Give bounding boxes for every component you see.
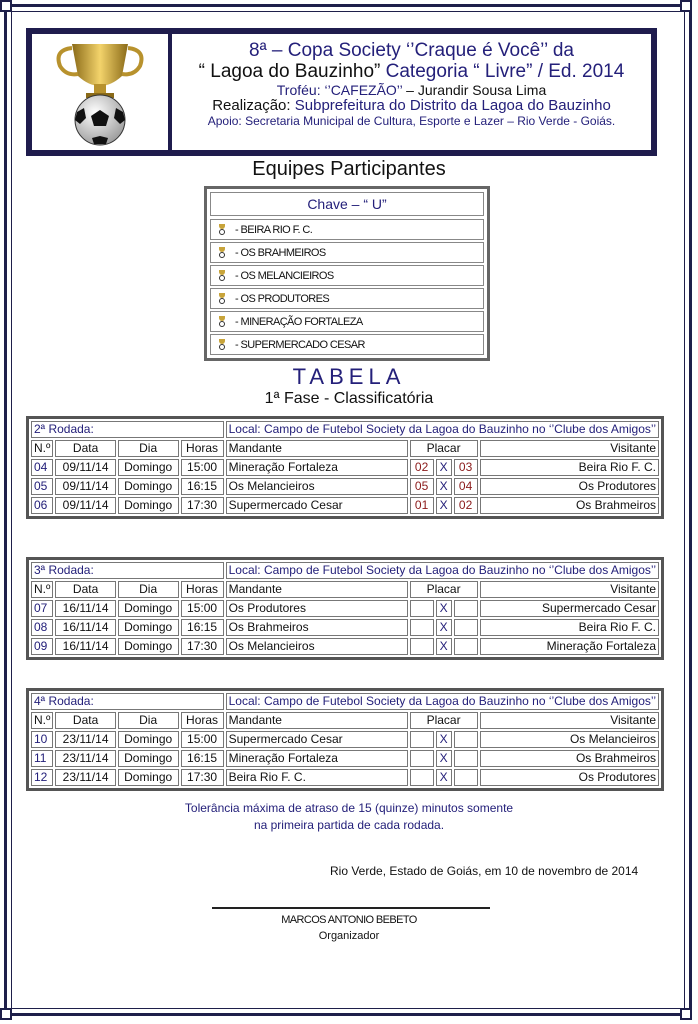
game-day: Domingo xyxy=(118,731,179,748)
game-num: 06 xyxy=(31,497,53,514)
corner-ornament xyxy=(0,0,12,12)
chave-box xyxy=(204,186,490,361)
header-realizacao: Subprefeitura do Distrito da Lagoa do Bauzinho xyxy=(294,97,611,115)
round-title: 3ª Rodada: xyxy=(31,562,224,579)
game-date: 16/11/14 xyxy=(55,638,115,655)
game-time: 17:30 xyxy=(181,769,224,786)
game-score-away: 03 xyxy=(454,459,478,476)
team-name: - OS MELANCIEIROS xyxy=(235,269,334,282)
game-num: 05 xyxy=(31,478,53,495)
game-score-home xyxy=(410,600,434,617)
game-score-away xyxy=(454,638,478,655)
col-num: N.º xyxy=(31,581,53,598)
header-apoio: Apoio: Secretaria Municipal de Cultura, Esporte e Lazer – Rio Verde - Goiás. xyxy=(207,114,616,128)
game-num: 07 xyxy=(31,600,53,617)
tabela-title: TABELA xyxy=(292,364,406,389)
game-date: 09/11/14 xyxy=(55,459,115,476)
game-time: 16:15 xyxy=(181,619,224,636)
col-visitante: Visitante xyxy=(480,440,659,457)
game-away: Os Produtores xyxy=(480,769,659,786)
game-vs: X xyxy=(436,478,452,495)
game-away: Beira Rio F. C. xyxy=(480,459,659,476)
fase-title: 1ª Fase - Classificatória xyxy=(264,390,434,407)
col-data: Data xyxy=(55,712,115,729)
col-horas: Horas xyxy=(181,712,224,729)
game-vs: X xyxy=(436,750,452,767)
game-score-home xyxy=(410,638,434,655)
table-row xyxy=(31,750,659,767)
game-day: Domingo xyxy=(118,638,179,655)
game-away: Os Produtores xyxy=(480,478,659,495)
game-vs: X xyxy=(436,638,452,655)
game-home: Supermercado Cesar xyxy=(226,731,408,748)
game-score-home xyxy=(410,731,434,748)
team-name: - SUPERMERCADO CESAR xyxy=(235,338,365,351)
game-home: Os Melancieiros xyxy=(226,478,408,495)
game-away: Supermercado Cesar xyxy=(480,600,659,617)
game-num: 11 xyxy=(31,750,53,767)
game-time: 17:30 xyxy=(181,638,224,655)
corner-ornament xyxy=(680,0,692,12)
game-date: 23/11/14 xyxy=(55,750,115,767)
game-day: Domingo xyxy=(118,459,179,476)
tolerance-note xyxy=(0,800,698,834)
trophy-icon xyxy=(217,270,227,282)
team-name: - OS BRAHMEIROS xyxy=(235,246,326,259)
team-name: - BEIRA RIO F. C. xyxy=(235,223,313,236)
game-day: Domingo xyxy=(118,478,179,495)
game-score-home xyxy=(410,619,434,636)
chave-title: Chave – “ U” xyxy=(210,192,484,216)
game-num: 12 xyxy=(31,769,53,786)
header-category: Categoria “ Livre” / Ed. 2014 xyxy=(385,61,625,83)
trophy-icon xyxy=(217,293,227,305)
game-score-home: 01 xyxy=(410,497,434,514)
game-time: 15:00 xyxy=(181,459,224,476)
note-line2: na primeira partida de cada rodada. xyxy=(253,818,445,832)
team-item xyxy=(210,219,484,240)
game-score-away xyxy=(454,619,478,636)
game-num: 09 xyxy=(31,638,53,655)
game-date: 09/11/14 xyxy=(55,497,115,514)
signature-name: MARCOS ANTONIO BEBETO xyxy=(281,914,417,926)
game-score-home xyxy=(410,769,434,786)
col-dia: Dia xyxy=(118,712,179,729)
game-num: 10 xyxy=(31,731,53,748)
trophy-icon xyxy=(217,224,227,236)
game-day: Domingo xyxy=(118,600,179,617)
table-row xyxy=(31,600,659,617)
team-item xyxy=(210,242,484,263)
game-home: Beira Rio F. C. xyxy=(226,769,408,786)
game-home: Mineração Fortaleza xyxy=(226,750,408,767)
header-title-line2a: “ Lagoa do Bauzinho” xyxy=(198,61,381,83)
game-away: Beira Rio F. C. xyxy=(480,619,659,636)
round-local: Local: Campo de Futebol Society da Lagoa do Bauzinho no ‘’Clube dos Amigos’’ xyxy=(226,693,659,710)
header-banner xyxy=(26,28,657,156)
game-day: Domingo xyxy=(118,497,179,514)
trophy-icon xyxy=(217,316,227,328)
game-score-away xyxy=(454,600,478,617)
game-home: Os Brahmeiros xyxy=(226,619,408,636)
table-row xyxy=(31,459,659,476)
col-visitante: Visitante xyxy=(480,712,659,729)
col-mandante: Mandante xyxy=(226,440,408,457)
game-home: Os Produtores xyxy=(226,600,408,617)
col-dia: Dia xyxy=(118,581,179,598)
round-table-4 xyxy=(26,688,664,791)
game-time: 15:00 xyxy=(181,731,224,748)
game-score-home: 05 xyxy=(410,478,434,495)
game-num: 04 xyxy=(31,459,53,476)
col-num: N.º xyxy=(31,440,53,457)
game-time: 16:15 xyxy=(181,478,224,495)
table-row xyxy=(31,497,659,514)
header-trophy-name: – Jurandir Sousa Lima xyxy=(406,81,547,98)
round-local: Local: Campo de Futebol Society da Lagoa do Bauzinho no ‘’Clube dos Amigos’’ xyxy=(226,421,659,438)
game-home: Supermercado Cesar xyxy=(226,497,408,514)
team-item xyxy=(210,334,484,355)
corner-ornament xyxy=(0,1008,12,1020)
game-vs: X xyxy=(436,459,452,476)
col-dia: Dia xyxy=(118,440,179,457)
team-name: - MINERAÇÃO FORTALEZA xyxy=(235,315,363,328)
round-local: Local: Campo de Futebol Society da Lagoa do Bauzinho no ‘’Clube dos Amigos’’ xyxy=(226,562,659,579)
col-horas: Horas xyxy=(181,440,224,457)
game-date: 16/11/14 xyxy=(55,600,115,617)
game-score-home: 02 xyxy=(410,459,434,476)
game-vs: X xyxy=(436,731,452,748)
game-vs: X xyxy=(436,619,452,636)
game-score-away xyxy=(454,731,478,748)
header-realizacao-label: Realização: xyxy=(212,97,291,115)
round-title: 4ª Rodada: xyxy=(31,693,224,710)
game-score-away: 02 xyxy=(454,497,478,514)
game-score-away: 04 xyxy=(454,478,478,495)
game-vs: X xyxy=(436,600,452,617)
col-num: N.º xyxy=(31,712,53,729)
game-time: 15:00 xyxy=(181,600,224,617)
round-title: 2ª Rodada: xyxy=(31,421,224,438)
table-row xyxy=(31,638,659,655)
equipes-title: Equipes Participantes xyxy=(252,158,446,180)
col-visitante: Visitante xyxy=(480,581,659,598)
place-date: Rio Verde, Estado de Goiás, em 10 de novembro de 2014 xyxy=(330,864,639,878)
game-time: 17:30 xyxy=(181,497,224,514)
game-day: Domingo xyxy=(118,619,179,636)
game-score-home xyxy=(410,750,434,767)
game-time: 16:15 xyxy=(181,750,224,767)
trophy-icon xyxy=(217,247,227,259)
game-date: 23/11/14 xyxy=(55,769,115,786)
col-data: Data xyxy=(55,581,115,598)
game-score-away xyxy=(454,769,478,786)
signature-role: Organizador xyxy=(318,930,380,942)
table-row xyxy=(31,619,659,636)
corner-ornament xyxy=(680,1008,692,1020)
col-horas: Horas xyxy=(181,581,224,598)
game-vs: X xyxy=(436,769,452,786)
game-away: Mineração Fortaleza xyxy=(480,638,659,655)
col-mandante: Mandante xyxy=(226,712,408,729)
col-data: Data xyxy=(55,440,115,457)
col-placar: Placar xyxy=(410,712,478,729)
game-away: Os Brahmeiros xyxy=(480,750,659,767)
game-day: Domingo xyxy=(118,750,179,767)
round-table-3 xyxy=(26,557,664,660)
header-title-line1: 8ª – Copa Society ‘’Craque é Você’’ da xyxy=(249,40,574,61)
team-item xyxy=(210,265,484,286)
game-date: 09/11/14 xyxy=(55,478,115,495)
note-line1: Tolerância máxima de atraso de 15 (quinze) minutos somente xyxy=(184,801,514,815)
game-day: Domingo xyxy=(118,769,179,786)
team-item xyxy=(210,288,484,309)
team-name: - OS PRODUTORES xyxy=(235,292,330,305)
trophy-ball-icon xyxy=(32,34,172,150)
col-placar: Placar xyxy=(410,581,478,598)
game-away: Os Brahmeiros xyxy=(480,497,659,514)
game-date: 16/11/14 xyxy=(55,619,115,636)
game-away: Os Melancieiros xyxy=(480,731,659,748)
table-row xyxy=(31,478,659,495)
game-home: Os Melancieiros xyxy=(226,638,408,655)
game-num: 08 xyxy=(31,619,53,636)
trophy-icon xyxy=(217,339,227,351)
table-row xyxy=(31,769,659,786)
signature-block xyxy=(0,912,698,944)
col-placar: Placar xyxy=(410,440,478,457)
col-mandante: Mandante xyxy=(226,581,408,598)
table-row xyxy=(31,731,659,748)
game-home: Mineração Fortaleza xyxy=(226,459,408,476)
game-score-away xyxy=(454,750,478,767)
header-trophy: Troféu: ‘’CAFEZÃO’’ xyxy=(276,81,403,98)
round-table-2 xyxy=(26,416,664,519)
team-item xyxy=(210,311,484,332)
game-date: 23/11/14 xyxy=(55,731,115,748)
signature-line xyxy=(212,907,490,909)
game-vs: X xyxy=(436,497,452,514)
